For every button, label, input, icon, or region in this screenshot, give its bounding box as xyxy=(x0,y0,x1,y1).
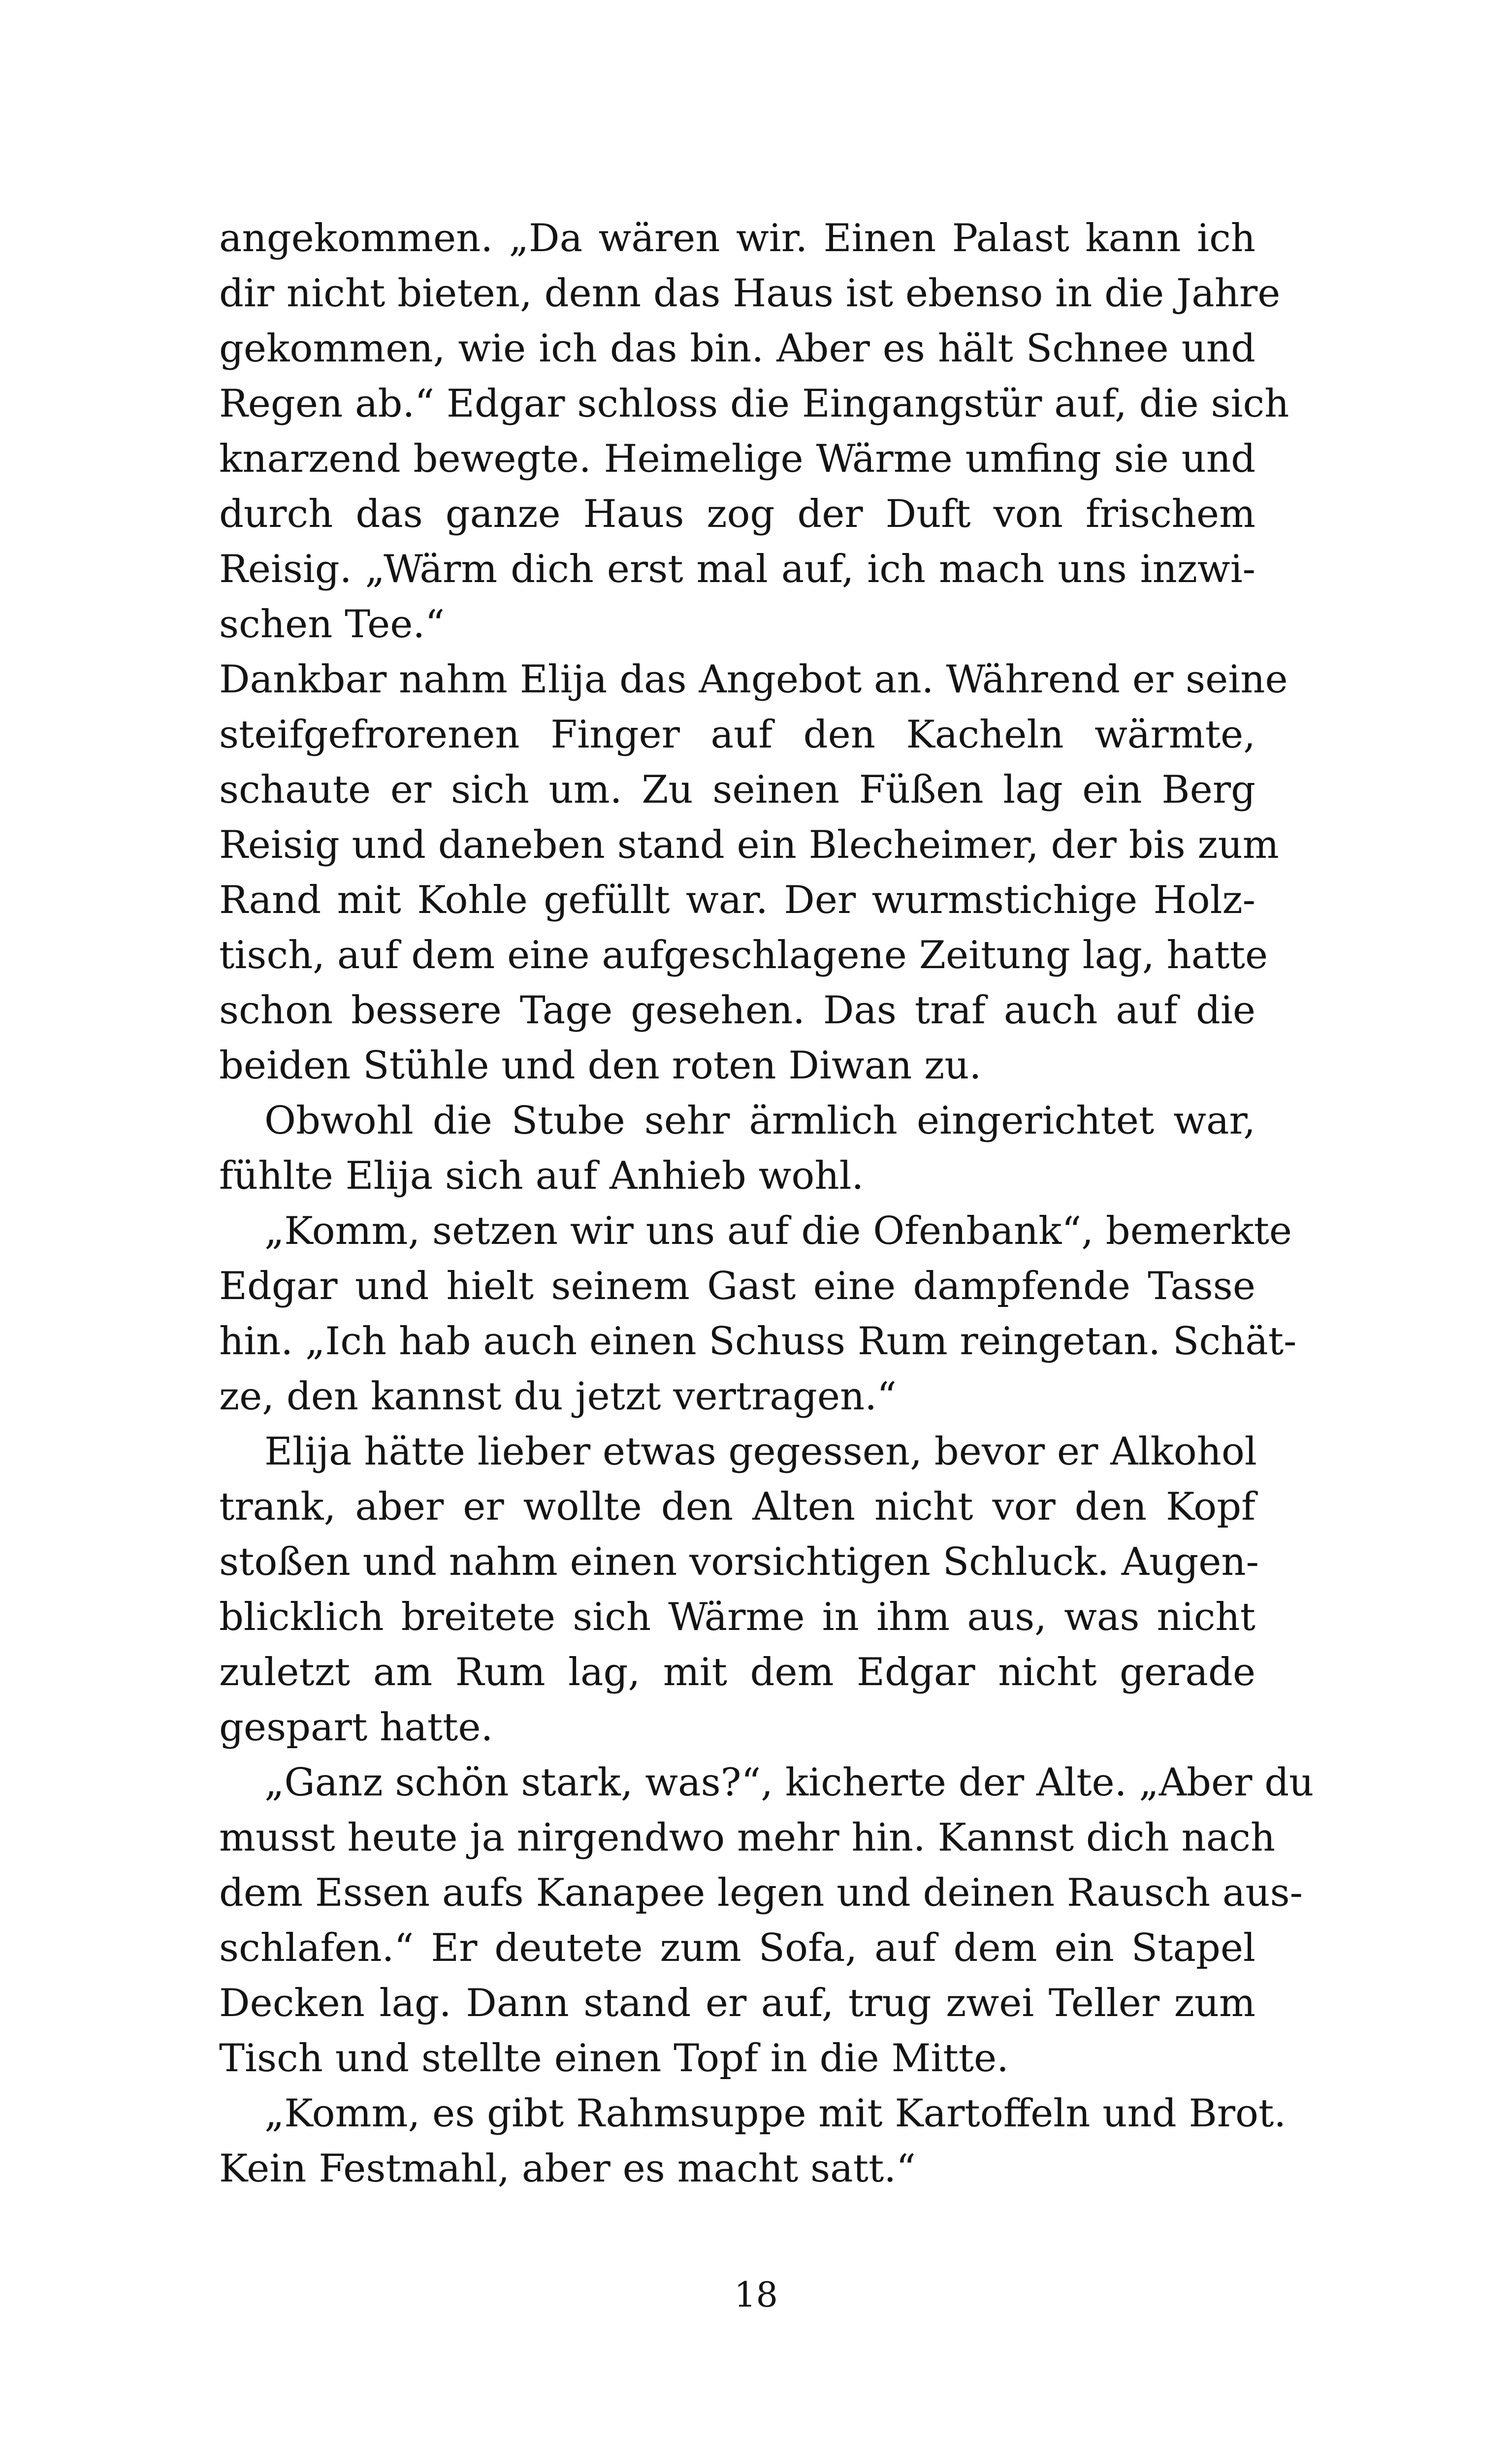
text-line: Kein Festmahl, aber es macht satt.“ xyxy=(219,2147,916,2191)
paragraph xyxy=(219,1093,1255,1204)
text-line: Elija hätte lieber etwas gegessen, bevor er Alkohol xyxy=(264,1430,1257,1474)
text-line: blicklich breitete sich Wärme in ihm aus, was nicht xyxy=(219,1595,1255,1639)
text-line: „Ganz schön stark, was?“, kicherte der Alte. „Aber du xyxy=(264,1760,1314,1805)
text-line: „Komm, es gibt Rahmsuppe mit Kartoffeln und Brot. xyxy=(264,2091,1287,2136)
paragraph xyxy=(219,652,1288,1093)
text-line: stoßen und nahm einen vorsichtigen Schluck. Augen- xyxy=(219,1540,1259,1584)
text-line: Reisig. „Wärm dich erst mal auf, ich mach uns inzwi- xyxy=(219,547,1255,591)
text-line: „Komm, setzen wir uns auf die Ofenbank“, bemerkte xyxy=(264,1209,1292,1253)
paragraph xyxy=(219,2086,1287,2196)
text-line: schaute er sich um. Zu seinen Füßen lag ein Berg xyxy=(219,768,1255,812)
text-line: fühlte Elija sich auf Anhieb wohl. xyxy=(219,1154,864,1198)
text-line: Decken lag. Dann stand er auf, trug zwei Teller zum xyxy=(219,1981,1255,2025)
text-line: ze, den kannst du jetzt vertragen.“ xyxy=(219,1374,897,1419)
text-line: musst heute ja nirgendwo mehr hin. Kannst dich nach xyxy=(219,1816,1276,1860)
text-line: beiden Stühle und den roten Diwan zu. xyxy=(219,1043,982,1088)
text-line: zuletzt am Rum lag, mit dem Edgar nicht gerade xyxy=(219,1650,1255,1694)
text-line: dir nicht bieten, denn das Haus ist ebenso in die Jahre xyxy=(219,271,1281,316)
text-line: Rand mit Kohle gefüllt war. Der wurmstichige Holz- xyxy=(219,878,1255,922)
text-line: hin. „Ich hab auch einen Schuss Rum reingetan. Schät- xyxy=(219,1319,1297,1364)
text-line: Edgar und hielt seinem Gast eine dampfende Tasse xyxy=(219,1264,1255,1308)
text-line: Tisch und stellte einen Topf in die Mitte. xyxy=(219,2036,1009,2081)
text-line: schon bessere Tage gesehen. Das traf auch auf die xyxy=(219,988,1255,1033)
text-line: durch das ganze Haus zog der Duft von frischem xyxy=(219,492,1255,536)
text-line: Reisig und daneben stand ein Blecheimer, der bis zum xyxy=(219,823,1279,867)
page-number: 18 xyxy=(734,2275,778,2315)
paragraph xyxy=(219,211,1289,652)
paragraph xyxy=(219,1204,1297,1424)
text-line: gespart hatte. xyxy=(219,1705,493,1750)
text-line: Regen ab.“ Edgar schloss die Eingangstür auf, die sich xyxy=(219,382,1289,426)
text-line: schlafen.“ Er deutete zum Sofa, auf dem ein Stapel xyxy=(219,1926,1255,1970)
paragraph xyxy=(219,1755,1314,2086)
text-line: gekommen, wie ich das bin. Aber es hält Schnee und xyxy=(219,326,1255,371)
text-line: angekommen. „Da wären wir. Einen Palast kann ich xyxy=(219,216,1255,261)
text-line: dem Essen aufs Kanapee legen und deinen Rausch aus- xyxy=(219,1871,1303,1915)
body-text xyxy=(219,211,1314,2196)
text-line: steifgefrorenen Finger auf den Kacheln wärmte, xyxy=(219,713,1255,757)
text-line: Dankbar nahm Elija das Angebot an. Während er seine xyxy=(219,657,1288,702)
text-line: tisch, auf dem eine aufgeschlagene Zeitung lag, hatte xyxy=(219,933,1268,977)
text-line: Obwohl die Stube sehr ärmlich eingerichtet war, xyxy=(264,1099,1255,1143)
text-line: knarzend bewegte. Heimelige Wärme umfing sie und xyxy=(219,437,1255,481)
text-line: schen Tee.“ xyxy=(219,602,445,647)
text-line: trank, aber er wollte den Alten nicht vor den Kopf xyxy=(219,1485,1255,1529)
paragraph xyxy=(219,1424,1259,1755)
